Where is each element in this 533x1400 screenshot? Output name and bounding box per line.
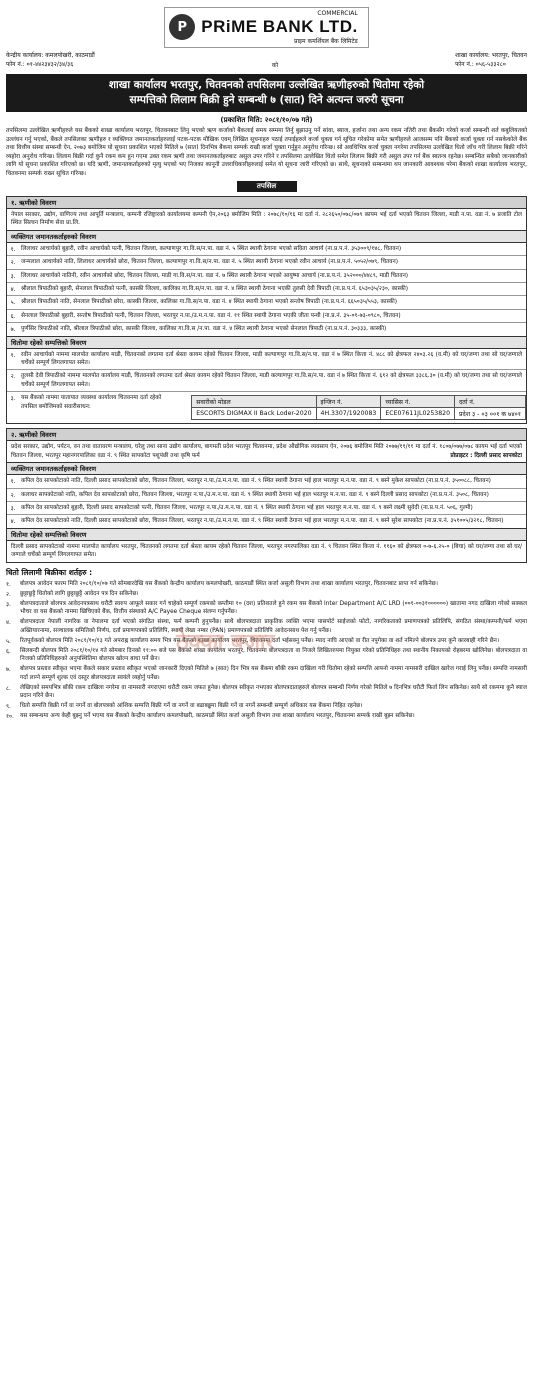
watermark: ठेक्का बजार — [176, 629, 275, 655]
section-2-loan-text — [7, 441, 526, 462]
list-item: ७. पुर्णसिर त्रिपाठीको नाति, श्रीलाल त्रिपाठीको छोरा, कास्की जिल्ला, कालिका गा.वि.स /न.पा. वडा नं. ४ स्थित स्थायी ठेगाना भएको सेनलाल त्रिपाठी (ना.प्र.प.नं. ३०३३३, कास्की) — [10, 326, 387, 334]
central-office: केन्द्रीय कार्यालय: कमलपोखरी, काठमाडौं — [6, 52, 95, 59]
bank-header — [6, 6, 527, 48]
section-2-collateral-title: धितोमा रहेको सम्पत्तिको विवरण — [7, 528, 526, 541]
list-item: ४. कपिल देव सापकोटाको नाति, दिल्ली प्रसाद सापकोटाको छोरा, चितवन जिल्ला, भरतपुर न.पा./उ.म.न.पा. वडा नं. ९ स्थित स्थायी ठेगाना भई हाल भरतपुर म.न.पा. वडा नं. ९ बस्ने सुरेश सापकोटा (ना.प्र.प.नं. ३५१००५/३२१८, चितवन) — [10, 518, 504, 526]
list-item: २. तुलसी देवी त्रिपाठीको नाममा मालपोत कार्यालय माडी, चितवनको लगतमा दर्ता श्रेस्ता कायम रहेको चितवन जिल्ला, माडी कल्याणपुर गा.वि.स/न.पा. वडा नं ७ स्थित कित्ता नं. ६१२ को क्षेत्रफल ३३८६.३० (व.मी) को घर/जग्गा तथा सो घर/जग्गाले चर्चेको सम्पूर्ण लिगलगापत समेत। — [7, 370, 526, 392]
list-item: १. बोलपत्र आवेदन फारम मिति २०८१/१०/०७ गते सोमबारदेखि यस बैंकको केन्द्रीय कार्यालय कमलपोखरी, काठमाडौं स्थित कर्जा असुली विभाग तथा शाखा कार्यालय भरतपुर, चितवनबाट प्राप्त गर्न सकिनेछ। — [6, 580, 438, 588]
section-2-guarantors — [7, 475, 526, 528]
table-header: दर्ता नं. — [455, 396, 526, 408]
tapsil-label: तपसिल — [237, 181, 297, 192]
notice-title-line2: सम्पत्तिको लिलाम बिक्री हुने सम्बन्धी ७ (सात) दिने अत्यन्त जरुरी सूचना — [129, 94, 404, 106]
list-item: ४. बोलपत्रदाता नेपाली नागरिक वा नेपालमा दर्ता भएको संगठित संस्था, फर्म कम्पनी हुनुपर्नेछ। साथै बोलपत्रदाता प्राकृतिक व्यक्ति भएमा पासपोर्ट साईजको फोटो, नागरिकताको प्रमाणपत्रको प्रतिलिपि, संगठित संस्था/कम्पनी/फर्म भएमा अख्तियारनामा, सञ्चालक समितिको निर्णय, दर्ता प्रमाणपत्रको प्रतिलिपि, स्थायी लेखा नम्बर (PAN) प्रमाणपत्रको प्रतिलिपि आवेदनसाथ पेश गर्नु पर्नेछ। — [6, 619, 527, 634]
list-item: ७. बोलपत्र प्रस्ताव स्वीकृत भएमा बैंकले सकार प्रस्ताव स्वीकृत भएको जानकारी दिएको मितिले ७ (सात) दिन भित्र यस बैंकमा बाँकी रकम दाखिला गरी धितोमा रहेको सम्पत्ति आफ्नो नाममा नामसारी दाखिल खारेज गराई लिनु पर्नेछ। सम्पत्ति नामसारी गर्दा लाग्ने सम्पूर्ण शुल्क एवं दस्तुर बोलपत्रदाता स्वयंले व्यहोर्नु पर्नेछ। — [6, 666, 527, 681]
list-item: ६. सेनलाल त्रिपाठीको बुहारी, सन्तोष त्रिपाठीको पत्नी, चितवन जिल्ला, भरतपुर न.पा./उ.म.न.पा. वडा नं. ११ स्थित स्थायी ठेगाना भएकी जीता पन्थी (ना.प्र.नं. ३५-०१-७३-०९८०, चितवन) — [7, 310, 526, 323]
branch-phone: फोन नं.: ०५६-५३३२८० — [455, 61, 506, 68]
table-cell: 4H.3307/1920083 — [316, 408, 381, 420]
list-item: ६. सिलबन्दी बोलपत्र मिति २०८१/१०/१४ गते सोमबार दिनको ११:०० बजे यस बैंकको शाखा कार्यालय भरतपुर, चितवनमा बोलपत्रदाता वा निजले लिखितरुपमा नियुक्त गरेको प्रतिनिधिहरु तथा स्थानीय निकायको रोहबरमा खोलिनेछ। बोलपत्रदाता वा निजको प्रतिनिधिहरुको अनुपस्थितिमा बोलपत्र खोल्न बाधा पर्ने छैन। — [6, 647, 527, 663]
intro-paragraph: तपसिलमा उल्लेखित ऋणीहरुले यस बैंकको शाखा कार्यालय भरतपुर, चितवनबाट लिनु भएको ऋण कर्जाको बैंकलाई समय सम्ममा तिर्नु बुझाउनु पर्ने सांवा, ब्याज, हर्जाना तथा अन्य रकम नतिरी तथा बैंकसँग गरेको कर्जा सम्बन्धी शर्त कबुलियतको उल्लंघन गर्नु भएको, बैंकले तपसिलका ऋणीहरु र व्यक्तिगत जमानतकर्ताहरुलाई पटक-पटक मौखिक एवम् लिखित सूचनाहरु पठाई तपाईहरुले कर्जा चुक्ता गर्न सूचित गरेकोमा समेत ऋणीहरुले आजसम्म पनि बैंकको कर्जा चुक्ता गर्न नसकेकोले बैंक तथा वित्तीय संस्था सम्बन्धी ऐन, २०७३ बमोजिम यो सूचना प्रकाशित भएको मितिले ७ (सात) दिनभित्र बैंकमा सम्पर्क राखी कर्जा चुक्ता गर्नुहुन अनुरोध गरिन्छ। सो अवधिभित्र कर्जा चुक्ता नगरेमा तपसिलमा उल्लेखित धितो जाँच गरी लिलाम बिक्री गरिने व्यहोरा अनुरोध गरिन्छ। लिलाम बिक्री गर्दा कुनै रकम कम हुन गएमा उक्त रकम ऋणी तथा जमानतकर्ताहरुबाट असुल उपर गरिने र तपसिलमा उल्लेखित धितो समेत लिलाम बिक्री गरी असुल उपर गर्न बैंक स्वतन्त्र रहनेछ। सम्बन्धित सबैको जानकारीको लागि यो सूचना प्रकाशित गरिएको छ। यदि ऋणी, जमानतकर्ताहरुको मृत्यु भएको भए निजका कानूनी उत्तराधिकारीहरुलाई समेत यो सूचना जारी गरिएको छ। साथै, सूचनाको सम्बन्धमा थप जानकारी आवश्यक परेमा बैंकको शाखा कार्यालय भरतपुर, चितवनमा सम्पर्क राख्न सूचित गरिन्छ। — [6, 128, 527, 177]
table-row — [192, 408, 526, 420]
section-2-loan-title: २. ऋणीको विवरण — [7, 429, 526, 441]
list-item: ५. रितपूर्वकको बोलपत्र मिति २०८१/१०/१३ गते अपराह्न कार्यालय समय भित्र यस बैंकको शाखा कार्यालय भरतपुर, चितवनमा दर्ता भईसक्नु पर्नेछ। म्याद नाघि आएको वा रीत नपुगेका वा शर्त नमिल्ने बोलपत्र उपर कुनै कारबाही गरिने छैन। — [6, 637, 500, 645]
section-2 — [6, 428, 527, 562]
section-1-guarantors — [7, 243, 526, 336]
prime-logo-icon: P — [169, 14, 195, 40]
list-item: १. रवीन आचार्यको नाममा मालपोत कार्यालय माडी, चितवनको लगतमा दर्ता श्रेस्ता कायम रहेको चितवन जिल्ला, माडी कल्याणपुर गा.वि.स/न.पा. वडा नं ७ स्थित कित्ता नं. ४८८ को क्षेत्रफल २४०३.२६ (व.मी) को घर/जग्गा तथा सो घर/जग्गाले चर्चेको सम्पूर्ण लिगलगापत समेत। — [7, 349, 526, 371]
office-contacts — [6, 51, 527, 70]
central-phone: फोन नं.: ०१-४४२३४३२/३४/३६ — [6, 61, 74, 68]
section-1-loan-text: नेपाल सरकार, उद्योग, वाणिज्य तथा आपूर्ति मन्त्रालय, कम्पनी रजिष्ट्रारको कार्यालयमा कम्पनी ऐन,२०६३ बमोजिम मिति : २०७८/१०/१६ मा दर्ता नं. २८२६५०/०७८/०७९ कायम भई दर्ता भएको चितवन जिल्ला, माडी न.पा. वडा नं. ७ प्रजाति टोल स्थित सिल्वन निर्माण सेवा प्रा.लि. — [11, 212, 522, 227]
list-item: २. छुट्टाछुट्टै धितोको लागि छुट्टाछुट्टै आवेदन पत्र दिन सकिनेछ। — [6, 590, 139, 598]
bank-name: PRiME BANK LTD. — [201, 16, 358, 36]
table-cell: ESCORTS DIGMAX II Back Loder-2020 — [192, 408, 316, 420]
section-1-collaterals — [7, 349, 526, 424]
list-item: २. जन्मलाल आचार्यको नाति, लिलाधर आचार्यको छोरा, चितवन जिल्ला, कल्याणपुर गा.वि.स/न.पा. वडा नं. ५ स्थित स्थायी ठेगाना भएको रवीन आचार्य (ना.प्र.प.नं. ५०५२/०७९, चितवन) — [7, 256, 526, 269]
table-header: सवारीको मोडल — [192, 396, 316, 408]
list-item: ८. लेखिएको समयभित्र बाँकी रकम दाखिला नगरेमा वा नामसारी नगराएमा धरौटी रकम जफत हुनेछ। बोलपत्र स्वीकृत नभएका बोलपत्रदाताहरुले बोलपत्र सम्बन्धी निर्णय गरेको मितिले ७ दिनभित्र धरौटी फिर्ता लिन सकिनेछ। साथै सो रकममा कुनै ब्याज प्रदान गरिने छैन। — [6, 684, 527, 699]
section-1-guarantor-title: व्यक्तिगत जमानतकर्ताहरुको विवरण — [7, 230, 526, 243]
table-header: च्यासिस नं. — [381, 396, 455, 408]
terms-title: धितो लिलामी बिक्रीका शर्तहरु : — [6, 567, 93, 577]
section-1 — [6, 196, 527, 424]
table-cell: प्रदेश ३ - ०३ ००१ क ७४०१ — [455, 408, 526, 420]
list-item: ३. बोलपत्रदाताले बोलपत्र आवेदनपत्रसाथ धरौटी स्वरुप आफूले सकार गर्न चाहेको सम्पूर्ण रकमको कम्तीमा १० (दश) प्रतिशतले हुने रकम यस बैंकको Inter Department A/C LRD (००१-००३१००००००) खातामा नगद दाखिला गरेको सक्कल भौचर वा यस बैंकको नाममा खिचिएको बैंक, वित्तीय संस्थाको A/C Payee Cheque संलग्न गर्नुपर्नेछ। — [6, 600, 527, 616]
section-2-loan-body: प्रदेश सरकार, उद्योग, पर्यटन, वन तथा वातावरण मन्त्रालय, घरेलु तथा साना उद्योग कार्यालय, बागमती प्रदेश भरतपुर चितवनमा, प्रदेश औद्योगिक व्यवसाय ऐन, २०७६ बमोजिम मिति २०७७/११/११ मा दर्ता नं. १८०७/०७७/०७८ कायम भई दर्ता भएको चितवन जिल्ला, भरतपुर महानगरपालिका वडा नं. ९ स्थित सापकोटा पशुपंछी तथा कृषि फर्म — [11, 444, 522, 459]
list-item: २. कलाधर सापकोटाको नाति, कपिल देव सापकोटाको छोरा, चितवन जिल्ला, भरतपुर न.पा./उ.म.न.पा. वडा नं. ९ स्थित स्थायी ठेगाना भई हाल भरतपुर म.न.पा. वडा नं. ९ बस्ने दिल्ली प्रसाद सापकोटा (ना.प्र.प.नं. ३५०८, चितवन) — [7, 489, 526, 502]
list-item: ३. लिलाधर आचार्यको नातिनी, रवीन आचार्यको छोरा, चितवन जिल्ला, माडी गा.वि.स/न.पा. वडा नं. ७ स्थित स्थायी ठेगाना भएको आयुष्मा आचार्य (ना.प्र.प.नं. ३५२०००/४४८९, माडी चितवन) — [7, 270, 526, 283]
published-date: (प्रकाशित मिति: २०८१/१०/०७ गते) — [220, 116, 313, 124]
notice-page — [6, 6, 527, 721]
table-header: इन्जिन नं. — [316, 396, 381, 408]
proprietor: प्रोप्राइटर : दिल्ली प्रसाद सापकोटा — [450, 452, 522, 459]
table-header-row — [192, 396, 526, 408]
list-item: ३. यस बैंकको नाममा यातायात व्यवस्था कार्यालय चितवनमा दर्ता रहेको तपसिल बमोजिमको सवारीसाधन: सवारीको मोडल इन्जिन नं. च्यासिस नं. दर्ता नं. ESCORTS DIGMAX II Back Loder-2020 4H.3307/1920083 ECE07611JL0253820 प्रदेश ३ - ०३ ००१ क ७४०१ — [7, 392, 526, 423]
table-cell: ECE07611JL0253820 — [381, 408, 455, 420]
logo-commercial: COMMERCIAL — [317, 9, 358, 17]
section-2-guarantor-title: व्यक्तिगत जमानतकर्ताहरुको विवरण — [7, 462, 526, 475]
branch-office: शाखा कार्यालय: भरतपुर, चितवन — [455, 52, 527, 59]
list-item: १०. यस सम्बन्धमा अन्य केही बुझ्नु पर्ने भएमा यस बैंकको केन्द्रीय कार्यालय कमलपोखरी, काठमाडौं स्थित कर्जा असुली विभाग तथा शाखा कार्यालय भरतपुर, चितवनमा सम्पर्क राखी बुझ्न सकिनेछ। — [6, 713, 415, 721]
bank-logo — [164, 7, 368, 48]
list-item: ४. श्रीलाल त्रिपाठीको बुहारी, सेनलाल त्रिपाठीको पत्नी, कास्की जिल्ला, कालिका गा.वि.स/न.पा. वडा नं. ४ स्थित स्थायी ठेगाना भएकी तुलसी देवी त्रिपाठी (ना.प्र.प.नं. ६५३०३५/२३०, कास्की) — [7, 283, 526, 296]
list-item: ५. श्रीलाल त्रिपाठीको नाति, सेनलाल त्रिपाठीको छोरा, कास्की जिल्ला, कालिका गा.वि.स/न.पा. वडा नं. ४ स्थित स्थायी ठेगाना भएको सन्तोष त्रिपाठी (ना.प्र.प.नं. ६६५०३५/५५३, कास्की) — [7, 296, 526, 309]
section-1-loan-title: १. ऋणीको विवरण — [7, 197, 526, 209]
notice-title — [6, 74, 527, 112]
list-item: ९. धितो सम्पत्ति बिक्री गर्ने वा नगर्ने वा बोलपत्रको आंशिक सम्पत्ति बिक्री गर्ने वा नगर्ने वा बढाबढ्ढमा बिक्री गर्ने वा नगर्ने सम्बन्धी सम्पूर्ण अधिकार यस बैंकमा निहित रहनेछ। — [6, 703, 363, 711]
section-2-collateral-text: दिल्ली प्रसाद सापकोटाको नाममा मालपोत कार्यालय भरतपुर, चितवनको लगतमा दर्ता श्रेस्ता कायम रहेको चितवन जिल्ला, भरतपुर नगरपालिका वडा नं. ९ चितवन स्थित कित्ता नं. ११६० को क्षेत्रफल ०-७-६.२५-० (बिघा) को घर/जग्गा तथा सो घर/जग्गाले चर्चेको सम्पूर्ण लिगलगापत समेत। — [11, 543, 522, 559]
list-item: १. लिलाधर आचार्यको बुहारी, रवीन आचार्यको पत्नी, चितवन जिल्ला, कल्याणपुर गा.वि.स/न.पा. वडा नं. ५ स्थित स्थायी ठेगाना भएको सविता आचार्य (ना.प्र.प.नं. ३५३००९/१४८, चितवन) — [7, 243, 526, 256]
section-1-collateral-title: धितोमा रहेको सम्पत्तिको विवरण — [7, 336, 526, 349]
bank-name-np: प्राइम कमर्शियल बैंक लिमिटेड — [294, 37, 358, 45]
list-item: १. कपिल देव सापकोटाको नाति, दिल्ली प्रसाद सापकोटाको छोरा, चितवन जिल्ला, भरतपुर न.पा./उ.म.न.पा. वडा नं. ९ स्थित स्थायी ठेगाना भई हाल भरतपुर म.न.पा. वडा नं. ९ बस्ने मुकेश सापकोटा (ना.प्र.प.नं. ३५००८८, चितवन) — [7, 475, 526, 488]
ko-label: को — [271, 62, 279, 69]
list-item: ३. कपिल देव सापकोटाको बुहारी, दिल्ली प्रसाद सापकोटाको पत्नी, चितवन जिल्ला, भरतपुर न.पा./उ.म.न.पा. वडा नं. ९ स्थित स्थायी ठेगाना भई हाल भरतपुर म.न.पा. वडा नं. ९ बस्ने लक्ष्मी सुवेदी (ना.प्र.प.नं. ५०६, गुल्मी) — [7, 502, 526, 515]
vehicle-table — [191, 395, 526, 420]
notice-title-line1: शाखा कार्यालय भरतपुर, चितवनको तपसिलमा उल्लेखित ऋणीहरुको धितोमा रहेको — [108, 79, 425, 91]
